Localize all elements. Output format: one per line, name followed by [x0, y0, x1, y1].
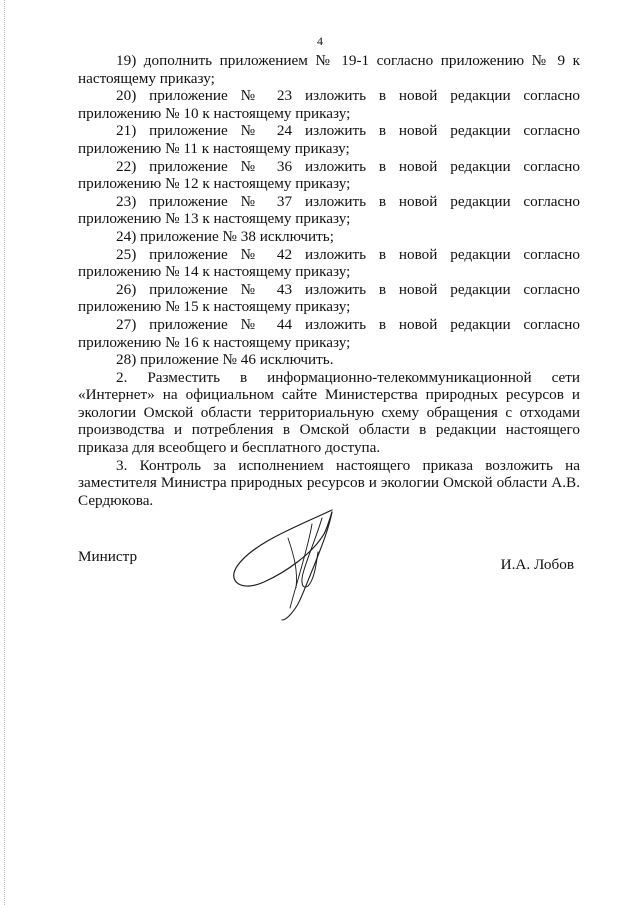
list-item: 19) дополнить приложением № 19-1 согласно приложению № 9 к настоящему приказу;	[78, 52, 580, 87]
signer-title: Министр	[78, 548, 138, 565]
paragraph-publication: 2. Разместить в информационно-телекоммуникационной сети «Интернет» на официальном сайте Министерства природных ресурсов и экологии Омской области территориальную схему обращения с отходами производства и потребления в Омской области в редакции настоящего приказа для всеобщего и бесплатного доступа.	[78, 368, 580, 457]
list-item: 23) приложение № 37 изложить в новой редакции согласно приложению № 13 к настоящему приказу;	[78, 192, 580, 228]
signer-name: И.А. Лобов	[500, 556, 574, 573]
document-body	[78, 52, 580, 509]
handwritten-signature	[228, 508, 358, 623]
signature-block	[78, 542, 580, 622]
list-item: 22) приложение № 36 изложить в новой редакции согласно приложению № 12 к настоящему приказу;	[78, 157, 580, 193]
list-item: 28) приложение № 46 исключить.	[116, 351, 334, 369]
list-item: 21) приложение № 24 изложить в новой редакции согласно приложению № 11 к настоящему приказу;	[78, 122, 580, 157]
page-number: 4	[317, 34, 323, 48]
list-item: 24) приложение № 38 исключить;	[116, 227, 334, 245]
list-item: 25) приложение № 42 изложить в новой редакции согласно приложению № 14 к настоящему приказу;	[78, 245, 580, 281]
page-edge-divider	[4, 0, 5, 905]
list-item: 27) приложение № 44 изложить в новой редакции согласно приложению № 16 к настоящему приказу;	[78, 315, 580, 351]
list-item: 26) приложение № 43 изложить в новой редакции согласно приложению № 15 к настоящему приказу;	[78, 280, 580, 316]
list-item: 20) приложение № 23 изложить в новой редакции согласно приложению № 10 к настоящему приказу;	[78, 87, 580, 122]
paragraph-control: 3. Контроль за исполнением настоящего приказа возложить на заместителя Министра природных ресурсов и экологии Омской области А.В. Сердюкова.	[78, 456, 580, 509]
